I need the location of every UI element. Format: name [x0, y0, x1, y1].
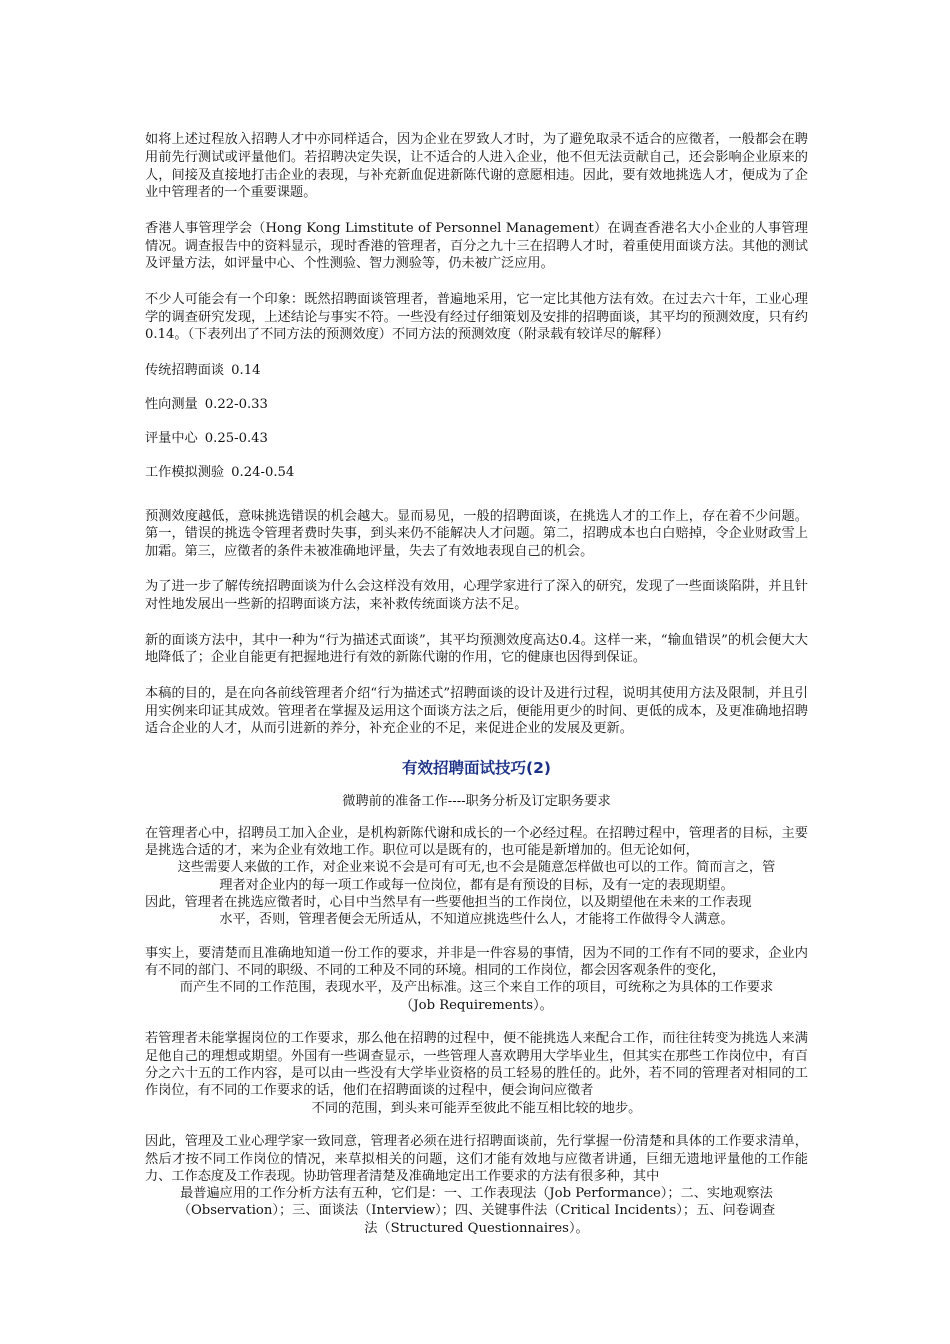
paragraph: 预测效度越低，意味挑选错误的机会越大。显而易见，一般的招聘面谈，在挑选人才的工作上，存在着不少问题。第一，错误的挑选令管理者费时失事，到头来仍不能解决人才问题。第二，招聘成本也白白赔掉，令企业财政雪上加霜。第三，应徵者的条件未被准确地评量，失去了有效地表现自己的机会。 — [145, 508, 808, 560]
paragraph: 为了进一步了解传统招聘面谈为什么会这样没有效用，心理学家进行了深入的研究，发现了一些面谈陷阱，并且针对性地发展出一些新的招聘面谈方法，来补救传统面谈方法不足。 — [145, 579, 808, 613]
paragraph: 新的面谈方法中，其中一种为“行为描述式面谈”，其平均预测效度高达0.4。这样一来，“输血错误”的机会便大大地降低了；企业自能更有把握地进行有效的新陈代谢的作用，它的健康也因得到保证。 — [145, 632, 808, 666]
paragraph: 香港人事管理学会（Hong Kong Limstitute of Personnel Management）在调查香港名大小企业的人事管理情况。调查报告中的资料显示，现时香港的管理者，百分之九十三在招聘人才时，着重使用面谈方法。其他的测试及评量方法，如评量中心、个性测验、智力测验等，仍未被广泛应用。 — [145, 220, 808, 272]
method-label: 性向测量 — [145, 396, 198, 412]
section-subtitle: 微聘前的准备工作----职务分析及订定职务要求 — [342, 793, 611, 809]
paragraph: 不少人可能会有一个印象：既然招聘面谈管理者，普遍地采用，它一定比其他方法有效。在过去六十年，工业心理学的调查研究发现，上述结论与事实不符。一些没有经过仔细策划及安排的招聘面谈，其平均的预测效度，只有约0.14。（下表列出了不同方法的预测效度）不同方法的预测效度（附录载有较详尽的解释） — [145, 291, 808, 343]
validity-value: 0.22-0.33 — [204, 396, 268, 412]
paragraph-line: 法（Structured Questionnaires）。 — [364, 1220, 589, 1236]
validity-item — [145, 396, 808, 414]
paragraph-line: 理者对企业内的每一项工作或每一位岗位，都有是有预设的目标，及有一定的表现期望。 — [219, 877, 734, 893]
method-label: 传统招聘面谈 — [145, 362, 225, 378]
validity-item — [145, 362, 808, 380]
paragraph-line: （Job Requirements）。 — [400, 997, 553, 1013]
paragraph-line: 而产生不同的工作范围，表现水平，及产出标准。这三个来自工作的项目，可统称之为具体的工作要求 — [179, 980, 774, 996]
paragraph-line: （Observation）；三、面谈法（Interview）；四、关键事件法（Critical Incidents）；五、问卷调查 — [177, 1203, 776, 1219]
method-label: 评量中心 — [145, 430, 198, 446]
paragraph: 因此，管理及工业心理学家一致同意，管理者必须在进行招聘面谈前，先行掌握一份清楚和具体的工作要求清单，然后才按不同工作岗位的情况，来草拟相关的问题，这们才能有效地与应徵者讲通，巨细无遗地评量他的工作能力、工作态度及工作表现。协助管理者清楚及准确地定出工作要求的方法有很多种，其中 — [145, 1134, 808, 1184]
validity-value: 0.24-0.54 — [231, 464, 295, 480]
paragraph: 本稿的目的，是在向各前线管理者介绍“行为描述式”招聘面谈的设计及进行过程，说明其使用方法及限制，并且引用实例来印证其成效。管理者在掌握及运用这个面谈方法之后，便能用更少的时间、更低的成本，及更准确地招聘适合企业的人才，从而引进新的养分，补充企业的不足，来促进企业的发展及更新。 — [145, 685, 808, 737]
validity-value: 0.14 — [231, 362, 261, 378]
validity-value: 0.25-0.43 — [204, 430, 268, 446]
paragraph: 若管理者未能掌握岗位的工作要求，那么他在招聘的过程中，便不能挑选人来配合工作，而往往转变为挑选人来满足他自己的理想或期望。外国有一些调查显示，一些管理人喜欢聘用大学毕业生，但其实在那些工作岗位中，有百分之六十五的工作内容，是可以由一些没有大学毕业资格的员工轻易的胜任的。此外，若不同的管理者对相同的工作岗位，有不同的工作要求的话，他们在招聘面谈的过程中，便会询问应徵者 — [145, 1031, 808, 1099]
paragraph: 在管理者心中，招聘员工加入企业，是机构新陈代谢和成长的一个必经过程。在招聘过程中，管理者的目标，主要是挑选合适的才，来为企业有效地工作。职位可以是既有的，也可能是新增加的。但无论如何， — [145, 825, 808, 858]
section-title: 有效招聘面试技巧(2) — [402, 758, 551, 777]
paragraph: 如将上述过程放入招聘人才中亦同样适合，因为企业在罗致人才时，为了避免取录不适合的应徵者，一般都会在聘用前先行测试或评量他们。若招聘决定失误，让不适合的人进入企业，他不但无法贡献自己，还会影响企业原来的人，间接及直接地打击企业的表现，与补充新血促进新陈代谢的意愿相违。因此，要有效地挑选人才，便成为了企业中管理者的一个重要课题。 — [145, 132, 808, 201]
paragraph: 因此，管理者在挑选应徵者时，心目中当然早有一些要他担当的工作岗位，以及期望他在未来的工作表现 — [145, 894, 752, 910]
method-label: 工作模拟测验 — [145, 464, 225, 480]
paragraph: 事实上，要清楚而且准确地知道一份工作的要求，并非是一件容易的事情，因为不同的工作有不同的要求，企业内有不同的部门、不同的职级、不同的工种及不同的环境。相同的工作岗位，都会因客观条件的变化， — [145, 945, 808, 979]
paragraph-line: 最普遍应用的工作分析方法有五种，它们是：一、工作表现法（Job Performance）；二、实地观察法 — [180, 1186, 773, 1202]
paragraph-line: 水平，否则，管理者便会无所适从，不知道应挑选些什么人，才能将工作做得令人满意。 — [219, 912, 734, 928]
validity-list — [145, 362, 808, 482]
paragraph-line: 这些需要人来做的工作，对企业来说不会是可有可无,也不会是随意怎样做也可以的工作。简而言之，管 — [177, 860, 776, 876]
validity-item — [145, 464, 808, 482]
validity-item — [145, 430, 808, 448]
document-body — [145, 131, 808, 1237]
section-body — [145, 825, 808, 1237]
paragraph-line: 不同的范围，到头来可能弄至彼此不能互相比较的地步。 — [311, 1100, 642, 1116]
